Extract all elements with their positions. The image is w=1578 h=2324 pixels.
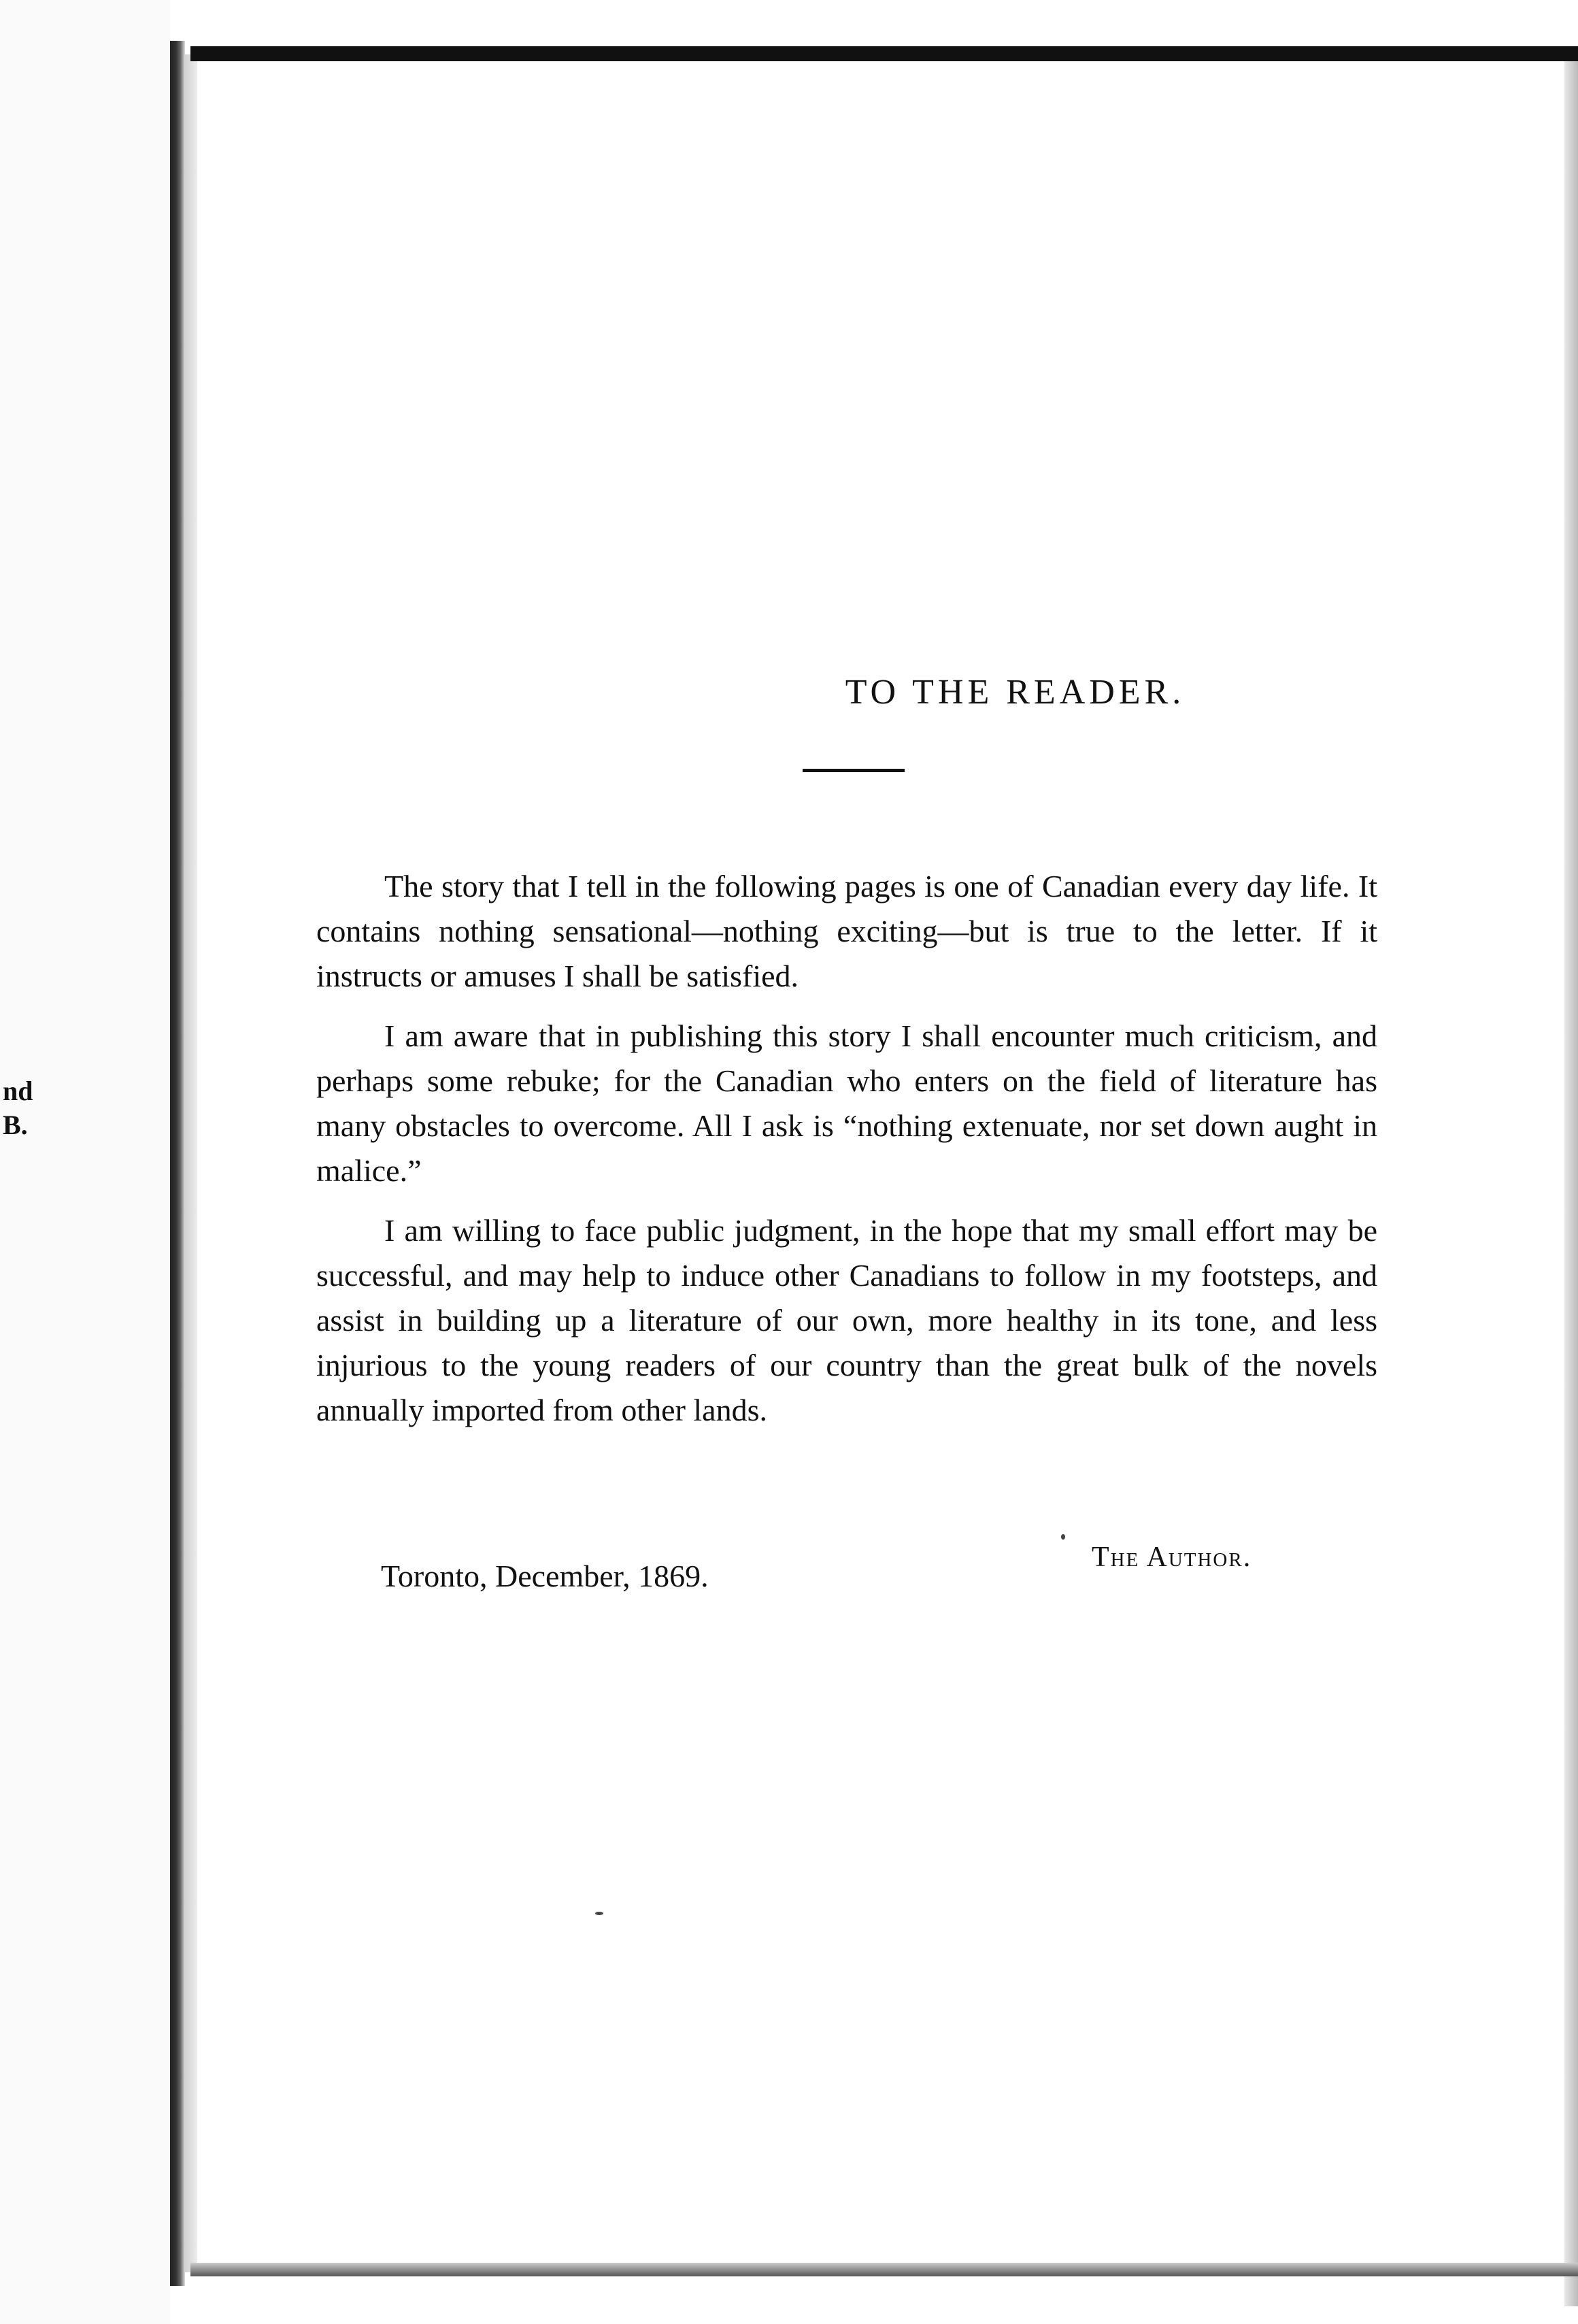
document-page — [197, 61, 1561, 2263]
page-bottom-edge — [190, 2263, 1578, 2276]
page-top-edge — [190, 46, 1578, 61]
heading-rule — [803, 769, 905, 772]
ink-speck — [595, 1912, 603, 1915]
paragraph: I am willing to face public judgment, in the hope that my small effort may be successful, and may help to induce other Canadians to follow in my footsteps, and assist in building up a literature of our own, more healthy in its tone, and less injurious to the young readers of our country than the great bulk of the novels annually imported from other lands. — [316, 1213, 1377, 1427]
ink-speck — [1061, 1534, 1065, 1540]
left-page-fragment: nd — [3, 1076, 33, 1106]
left-page-edge — [0, 0, 170, 2324]
author-signature: The Author. — [1092, 1542, 1252, 1573]
paragraph: I am aware that in publishing this story I shall encounter much criticism, and perhaps some rebuke; for the Canadian who enters on the field of literature has many obstacles to overcome. All I ask is “nothing extenuate, nor set down aught in malice.” — [316, 1018, 1377, 1188]
dateline: Toronto, December, 1869. — [381, 1559, 709, 1593]
preface-body — [316, 864, 1377, 1448]
paragraph: The story that I tell in the following pages is one of Canadian every day life. It contains nothing sensational—nothing exciting—but is true to the letter. If it instructs or amuses I shall be satisfied. — [316, 869, 1377, 993]
left-page-fragment: B. — [3, 1110, 28, 1140]
page-right-edge — [1564, 61, 1578, 2306]
page-heading: TO THE READER. — [845, 673, 1186, 712]
binding-gutter — [170, 41, 185, 2286]
